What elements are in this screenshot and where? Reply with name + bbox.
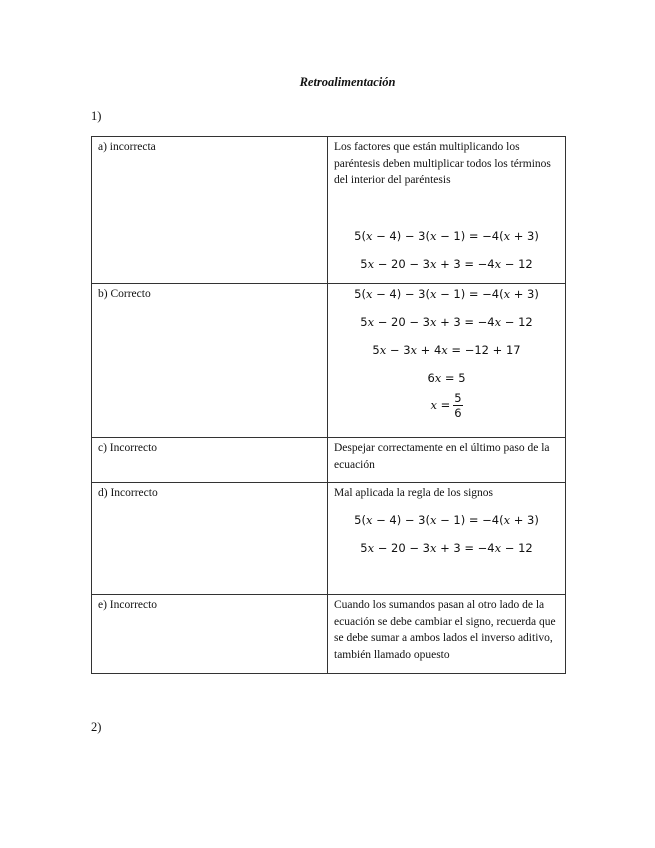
equation: 6x = 5 xyxy=(427,371,466,385)
equation: 5(x − 4) − 3(x − 1) = −4(x + 3) xyxy=(354,287,539,301)
table-row xyxy=(92,438,566,483)
fraction xyxy=(453,391,462,420)
equation: 5(x − 4) − 3(x − 1) = −4(x + 3) xyxy=(354,228,539,243)
option-feedback xyxy=(328,595,566,674)
explanation-text: Cuando los sumandos pasan al otro lado de la ecuación se debe cambiar el signo, recuerda que se debe sumar a ambos lados el inverso aditivo, también llamado opuesto xyxy=(334,599,556,661)
explanation-text: Mal aplicada la regla de los signos xyxy=(334,487,494,499)
option-label: c) Incorrecto xyxy=(92,438,328,483)
explanation-text: Los factores que están multiplicando los paréntesis deben multiplicar todos los términos del interior del paréntesis xyxy=(334,141,551,186)
option-label: a) incorrecta xyxy=(92,137,328,284)
option-feedback xyxy=(328,483,566,595)
section-2-label: 2) xyxy=(91,720,102,734)
table-row xyxy=(92,137,566,284)
section-1-label: 1) xyxy=(91,109,102,123)
page-title: Retroalimentación xyxy=(299,75,396,89)
table-row xyxy=(92,595,566,674)
equation-lhs: x = xyxy=(430,398,451,412)
option-label: e) Incorrecto xyxy=(92,595,328,674)
option-label: d) Incorrecto xyxy=(92,483,328,595)
option-label: b) Correcto xyxy=(92,284,328,438)
table-row xyxy=(92,284,566,438)
fraction-numerator: 5 xyxy=(454,391,462,405)
equation: 5x − 3x + 4x = −12 + 17 xyxy=(372,343,521,357)
explanation-text: Despejar correctamente en el último paso de la ecuación xyxy=(334,442,550,471)
equation: 5x − 20 − 3x + 3 = −4x − 12 xyxy=(360,315,533,329)
fraction-denominator: 6 xyxy=(454,406,462,420)
option-feedback xyxy=(328,438,566,483)
equation: 5x − 20 − 3x + 3 = −4x − 12 xyxy=(360,256,533,271)
option-feedback xyxy=(328,137,566,284)
equation: 5x − 20 − 3x + 3 = −4x − 12 xyxy=(360,540,533,555)
feedback-table xyxy=(91,136,566,674)
final-equation xyxy=(334,391,559,420)
equation: 5(x − 4) − 3(x − 1) = −4(x + 3) xyxy=(354,512,539,527)
option-feedback xyxy=(328,284,566,438)
table-row xyxy=(92,483,566,595)
